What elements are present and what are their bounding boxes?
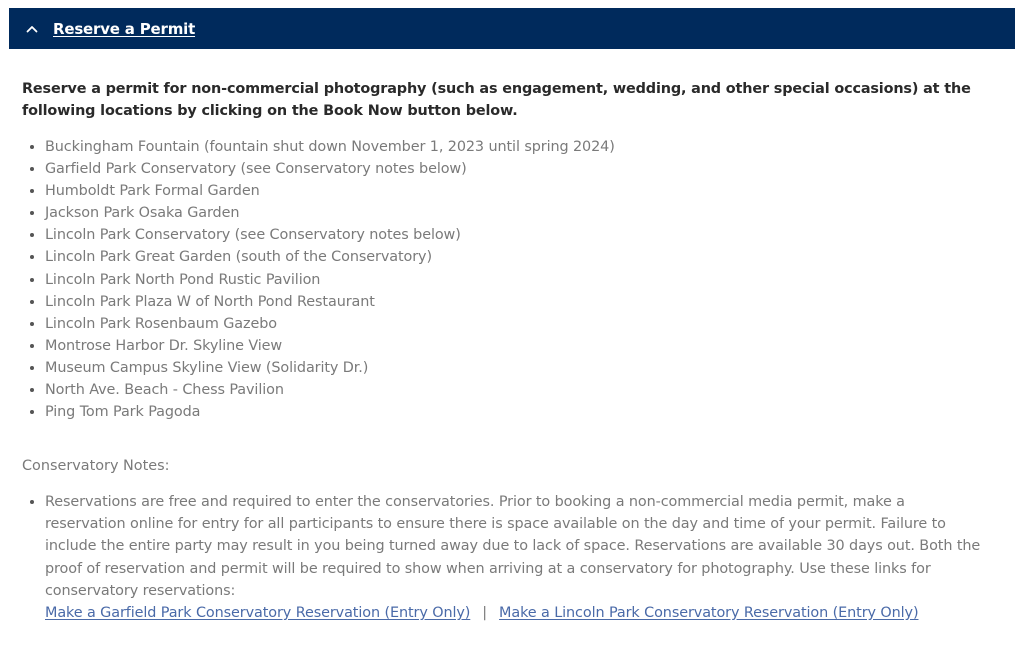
- lincoln-reservation-link[interactable]: Make a Lincoln Park Conservatory Reservation (Entry Only): [499, 604, 919, 621]
- conservatory-note-text: Reservations are free and required to enter the conservatories. Prior to booking a non-commercial media permit, make a reservation online for entry for all participants to ensure there is space available on the day and time of your permit. Failure to include the entire party may result in you being turned away due to lack of space. Reservations are available 30 days out. Both the proof of reservation and permit will be required to show when arriving at a conservatory for photography. Use these links for conservatory reservations:: [45, 494, 981, 599]
- location-item: Jackson Park Osaka Garden: [45, 202, 987, 224]
- location-item: Buckingham Fountain (fountain shut down November 1, 2023 until spring 2024): [45, 136, 987, 158]
- chevron-up-icon: [26, 23, 38, 35]
- location-item: Humboldt Park Formal Garden: [45, 180, 987, 202]
- conservatory-notes-heading: Conservatory Notes:: [22, 458, 170, 475]
- location-item: North Ave. Beach - Chess Pavilion: [45, 379, 987, 401]
- location-item: Lincoln Park Rosenbaum Gazebo: [45, 313, 987, 335]
- conservatory-notes-list: [22, 491, 987, 624]
- accordion-title[interactable]: Reserve a Permit: [53, 19, 196, 38]
- accordion-content: [22, 78, 987, 624]
- link-separator: |: [482, 604, 488, 621]
- intro-text: Reserve a permit for non-commercial photography (such as engagement, wedding, and other special occasions) at the following locations by clicking on the Book Now button below.: [22, 81, 971, 119]
- location-item: Museum Campus Skyline View (Solidarity Dr.): [45, 357, 987, 379]
- location-item: Ping Tom Park Pagoda: [45, 401, 987, 423]
- location-item: Lincoln Park Great Garden (south of the Conservatory): [45, 246, 987, 268]
- location-item: Lincoln Park Conservatory (see Conservatory notes below): [45, 224, 987, 246]
- garfield-reservation-link[interactable]: Make a Garfield Park Conservatory Reservation (Entry Only): [45, 604, 471, 621]
- reservation-links: [45, 602, 985, 624]
- location-item: Garfield Park Conservatory (see Conservatory notes below): [45, 158, 987, 180]
- location-item: Lincoln Park North Pond Rustic Pavilion: [45, 269, 987, 291]
- conservatory-note-item: [45, 491, 985, 624]
- accordion-header-reserve-permit[interactable]: [9, 8, 1015, 49]
- locations-list: [22, 136, 987, 423]
- location-item: Montrose Harbor Dr. Skyline View: [45, 335, 987, 357]
- location-item: Lincoln Park Plaza W of North Pond Restaurant: [45, 291, 987, 313]
